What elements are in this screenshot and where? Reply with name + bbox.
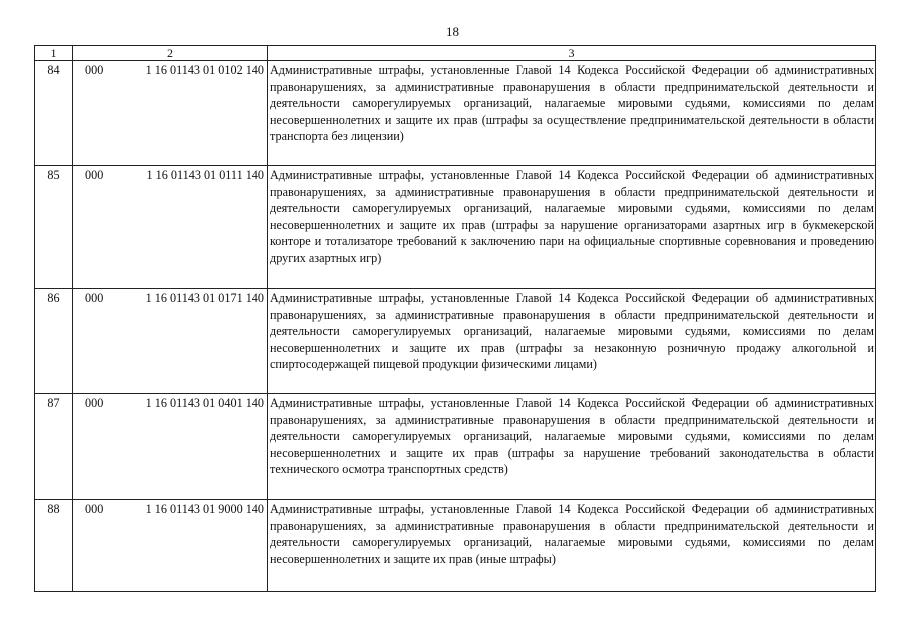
budget-classification-code: 1 16 01143 01 0102 140 — [145, 63, 264, 77]
table-row — [35, 500, 876, 592]
classification-code-cell — [73, 61, 268, 166]
row-number: 86 — [35, 289, 73, 394]
budget-classification-code: 1 16 01143 01 9000 140 — [145, 502, 264, 516]
administrator-code: 000 — [85, 502, 104, 516]
table-row — [35, 166, 876, 289]
classification-code-cell — [73, 500, 268, 592]
administrator-code: 000 — [85, 63, 104, 77]
header-col-1: 1 — [35, 46, 73, 61]
classification-code-cell — [73, 289, 268, 394]
table-row — [35, 289, 876, 394]
revenue-description: Административные штрафы, установленные Главой 14 Кодекса Российской Федерации об административных правонарушениях, за административные правонарушения в области предпринимательской деятельности и деятельности саморегулируемых организаций, налагаемые мировыми судьями, комиссиями по делам несовершеннолетних и защите их прав (штрафы за нарушение требований законодательства в области технического осмотра транспортных средств) — [268, 394, 876, 500]
budget-classification-table — [34, 45, 876, 592]
administrator-code: 000 — [85, 291, 104, 305]
row-number: 88 — [35, 500, 73, 592]
administrator-code: 000 — [85, 168, 104, 182]
revenue-description: Административные штрафы, установленные Главой 14 Кодекса Российской Федерации об административных правонарушениях, за административные правонарушения в области предпринимательской деятельности и деятельности саморегулируемых организаций, налагаемые мировыми судьями, комиссиями по делам несовершеннолетних и защите их прав (штрафы за осуществление предпринимательской деятельности в области транспорта без лицензии) — [268, 61, 876, 166]
budget-classification-code: 1 16 01143 01 0111 140 — [146, 168, 264, 182]
header-col-3: 3 — [268, 46, 876, 61]
table-header-row — [35, 46, 876, 61]
classification-code-cell — [73, 166, 268, 289]
budget-classification-code: 1 16 01143 01 0401 140 — [145, 396, 264, 410]
row-number: 87 — [35, 394, 73, 500]
table-row — [35, 394, 876, 500]
page-number: 18 — [446, 24, 459, 39]
budget-classification-code: 1 16 01143 01 0171 140 — [145, 291, 264, 305]
revenue-description: Административные штрафы, установленные Главой 14 Кодекса Российской Федерации об административных правонарушениях, за административные правонарушения в области предпринимательской деятельности и деятельности саморегулируемых организаций, налагаемые мировыми судьями, комиссиями по делам несовершеннолетних и защите их прав (иные штрафы) — [268, 500, 876, 592]
classification-code-cell — [73, 394, 268, 500]
table-row — [35, 61, 876, 166]
administrator-code: 000 — [85, 396, 104, 410]
revenue-description: Административные штрафы, установленные Главой 14 Кодекса Российской Федерации об административных правонарушениях, за административные правонарушения в области предпринимательской деятельности и деятельности саморегулируемых организаций, налагаемые мировыми судьями, комиссиями по делам несовершеннолетних и защите их прав (штрафы за нарушение организаторами азартных игр в букмекерской конторе и тотализаторе требований к заключению пари на официальные спортивные соревнования и проведению других азартных игр) — [268, 166, 876, 289]
row-number: 84 — [35, 61, 73, 166]
header-col-2: 2 — [73, 46, 268, 61]
row-number: 85 — [35, 166, 73, 289]
revenue-description: Административные штрафы, установленные Главой 14 Кодекса Российской Федерации об административных правонарушениях, за административные правонарушения в области предпринимательской деятельности и деятельности саморегулируемых организаций, налагаемые мировыми судьями, комиссиями по делам несовершеннолетних и защите их прав (штрафы за незаконную розничную продажу алкогольной и спиртосодержащей пищевой продукции физическими лицами) — [268, 289, 876, 394]
